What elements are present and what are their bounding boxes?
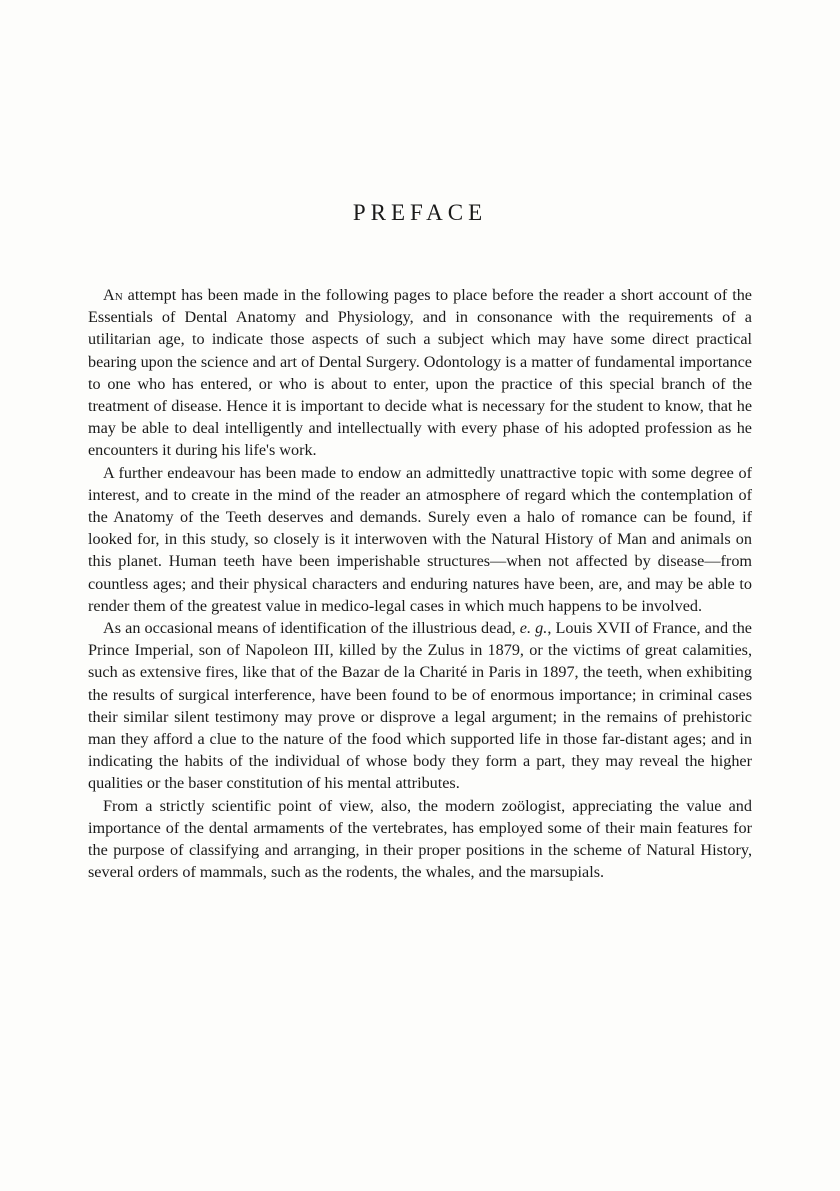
paragraph-1-lead: An — [103, 286, 123, 304]
paragraph-3-before: As an occasional means of identification of the illustrious dead, — [103, 619, 520, 638]
paragraph-1-text: attempt has been made in the following pages to place before the reader a short account of the Essentials of Dental Anatomy and Physiology, and in consonance with the requirements of a utilitarian age, to indicate those aspects of such a subject which may have some direct practical bearing upon the science and art of Dental Surgery. Odontology is a matter of fundamental importance to one who has entered, or who is about to enter, upon the practice of this special branch of the treatment of disease. Hence it is important to decide what is necessary for the student to know, that he may be able to deal intelligently and intellectually with every phase of his adopted profession as he encounters it during his life's work. — [88, 286, 752, 460]
page-title: PREFACE — [352, 200, 488, 225]
paragraph-3-after: , Louis XVII of France, and the Prince Imperial, son of Napoleon III, killed by the Zulus in 1879, or the victims of great calamities, such as extensive fires, like that of the Bazar de la Charité in Paris in 1897, the teeth, when exhibiting the results of surgical interference, have been found to be of enormous importance; in criminal cases their similar silent testimony may prove or disprove a legal argument; in the remains of prehistoric man they afford a clue to the nature of the food which supported life in those far-distant ages; and in indicating the habits of the individual of whose body they form a part, they may reveal the higher qualities or the baser constitution of his mental attributes. — [88, 619, 752, 793]
preface-body — [88, 284, 752, 883]
paragraph-1 — [88, 284, 752, 462]
paragraph-4: From a strictly scientific point of view, also, the modern zoölogist, appreciating the value and importance of the dental armaments of the vertebrates, has employed some of their main features for the purpose of classifying and arranging, in their proper positions in the scheme of Natural History, several orders of mammals, such as the rodents, the whales, and the marsupials. — [88, 796, 752, 882]
paragraph-2: A further endeavour has been made to endow an admittedly unattractive topic with some degree of interest, and to create in the mind of the reader an atmosphere of regard which the contemplation of the Anatomy of the Teeth deserves and demands. Surely even a halo of romance can be found, if looked for, in this study, so closely is it interwoven with the Natural History of Man and animals on this planet. Human teeth have been imperishable structures—when not affected by disease—from countless ages; and their physical characters and enduring natures have been, are, and may be able to render them of the greatest value in medico-legal cases in which much happens to be involved. — [88, 463, 752, 615]
paragraph-3-eg: e. g. — [519, 619, 548, 638]
paragraph-3 — [88, 617, 752, 795]
